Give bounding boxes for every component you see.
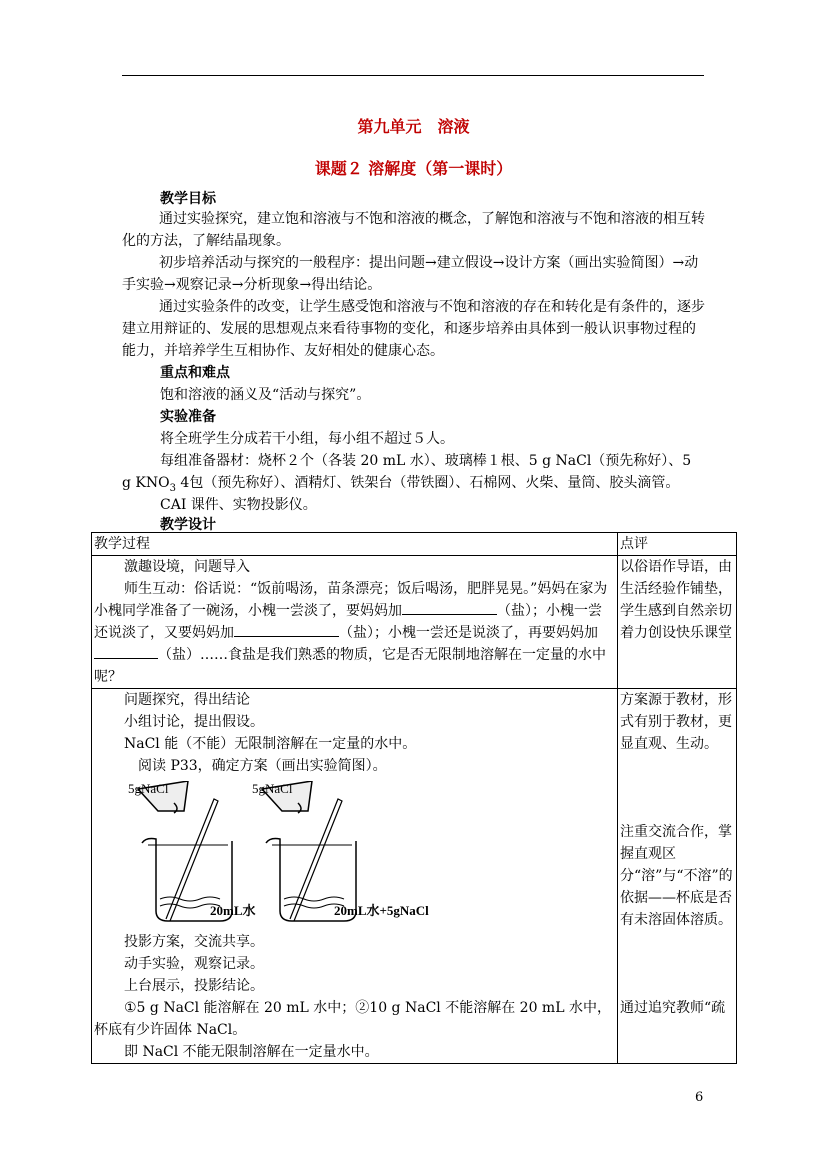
row2-comment-1: 方案源于教材，形式有别于教材，更显直观、生动。 (620, 692, 732, 752)
header-rule (122, 75, 704, 76)
row2-projection: 投影方案，交流共享。 (124, 934, 264, 950)
prep-equipment-line2: g $KNO_3$ 4包（预先称好）、酒精灯、铁架台（带铁圈）、石棉网、火柴、量筒、胶头滴管。 (122, 475, 680, 494)
goals-heading: 教学目标 (160, 191, 216, 207)
beaker-right (262, 781, 356, 921)
design-heading: 教学设计 (160, 517, 216, 533)
keypoints-text: 饱和溶液的涵义及“活动与探究”。 (160, 387, 371, 403)
beaker-left (138, 781, 232, 921)
row2-process (92, 689, 618, 1064)
row2-comment (618, 689, 737, 1064)
header-comment: 点评 (618, 533, 737, 556)
row2-result: ①5 g NaCl 能溶解在 20 mL 水中；②10 g NaCl 不能溶解在 20 mL 水中，杯底有少许固体 NaCl。 (94, 1000, 611, 1038)
row1-process (92, 556, 618, 689)
row2-reading: 阅读 P33，确定方案（画出实验简图）。 (124, 758, 387, 774)
prep-cai: CAI 课件、实物投影仪。 (160, 497, 317, 513)
goal-2: 初步培养活动与探究的一般程序：提出问题→建立假设→设计方案（画出实验简图）→动手实验→观察记录→分析现象→得出结论。 (122, 255, 699, 293)
table-row (92, 556, 737, 689)
row2-comment-3: 通过追究教师“疏 (620, 1000, 726, 1016)
row2-discussion: 小组讨论，提出假设。 (124, 714, 264, 730)
lesson-title: 课题２ 溶解度（第一课时） (314, 159, 513, 178)
lesson-design-table (91, 532, 737, 1064)
page-number: 6 (695, 1090, 704, 1105)
prep-equipment-line1: 每组准备器材：烧杯２个（各装 20 mL 水）、玻璃棒１根、5 g NaCl（预先称好）、5 (160, 453, 692, 469)
experiment-diagram (128, 781, 458, 931)
row2-experiment: 动手实验，观察记录。 (124, 956, 264, 972)
unit-title: 第九单元 溶液 (357, 117, 470, 136)
row2-conclusion: 即 NaCl 不能无限制溶解在一定量水中。 (124, 1044, 379, 1060)
row2-comment-2: 注重交流合作，掌握直观区分“溶”与“不溶”的依据——杯底是否有未溶固体溶质。 (620, 824, 733, 928)
row1-heading: 激趣设境，问题导入 (124, 559, 250, 575)
prep-grouping: 将全班学生分成若干小组，每小组不超过５人。 (160, 431, 454, 447)
prep-heading: 实验准备 (160, 409, 216, 425)
goal-1: 通过实验探究，建立饱和溶液与不饱和溶液的概念，了解饱和溶液与不饱和溶液的相互转化的方法，了解结晶现象。 (122, 211, 705, 249)
fig-caption-right: 20mL水+5gNaCl (334, 903, 429, 918)
header-process: 教学过程 (92, 533, 618, 556)
fig-label-left: 5gNaCl (128, 781, 169, 796)
row1-comment: 以俗语作导语，由生活经验作铺垫，学生感到自然亲切着力创设快乐课堂 (618, 556, 737, 689)
row2-hypothesis: NaCl 能（不能）无限制溶解在一定量的水中。 (124, 736, 417, 752)
fig-label-right: 5gNaCl (252, 781, 293, 796)
row2-presentation: 上台展示，投影结论。 (124, 978, 264, 994)
goal-3: 通过实验条件的改变，让学生感受饱和溶液与不饱和溶液的存在和转化是有条件的，逐步建立用辩证的、发展的思想观点来看待事物的变化，和逐步培养由具体到一般认识事物过程的能力，并培养学生互相协作、友好相处的健康心态。 (122, 299, 705, 359)
fig-caption-left: 20mL水 (210, 903, 256, 918)
table-header-row (92, 533, 737, 556)
table-row (92, 689, 737, 1064)
row2-heading: 问题探究，得出结论 (124, 692, 250, 708)
keypoints-heading: 重点和难点 (160, 365, 230, 381)
row1-story: 师生互动：俗话说：“饭前喝汤，苗条漂亮；饭后喝汤，肥胖晃晃。”妈妈在家为小槐同学准备了一碗汤，小槐一尝淡了，要妈妈加 （盐）；小槐一尝还说淡了，又要妈妈加 （盐）；小槐一尝还是说淡了，再要妈妈加（盐）……食盐是我们熟悉的物质，它是否无限制地溶解在一定量的水中呢？ (94, 581, 608, 685)
